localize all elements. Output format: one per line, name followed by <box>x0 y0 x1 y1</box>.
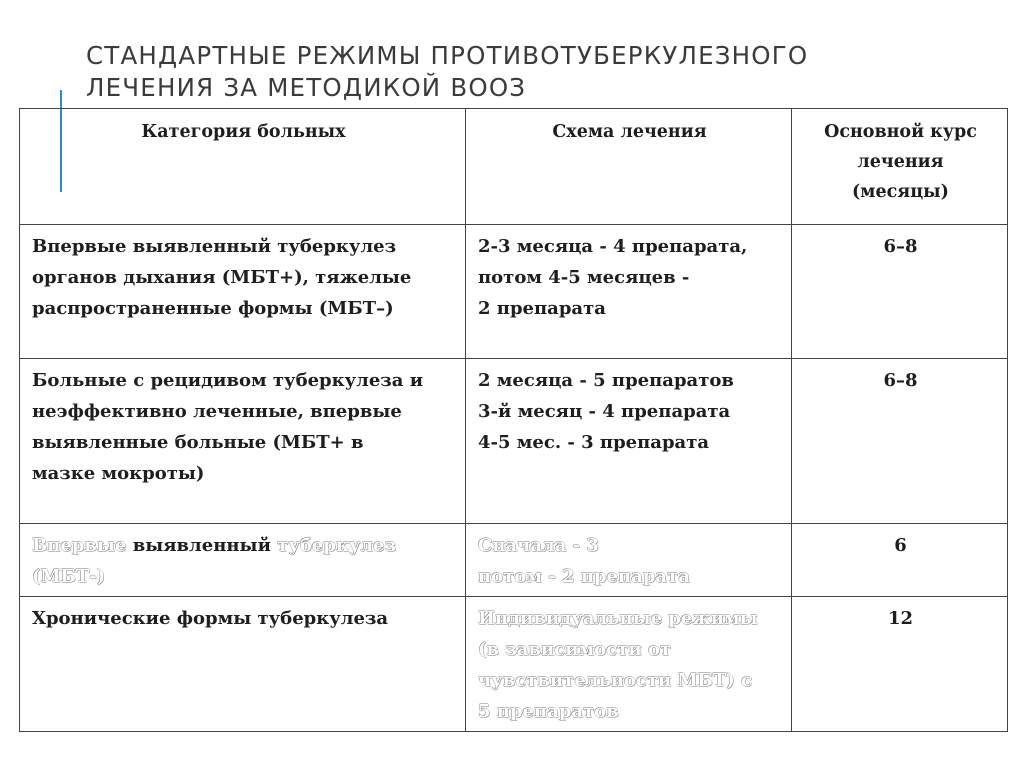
text-line: неэффективно леченные, впервые <box>32 401 402 422</box>
table-header-row <box>20 109 1008 225</box>
text-line: Хронические формы туберкулеза <box>32 608 389 629</box>
title-line-2: ЛЕЧЕНИЯ ЗА МЕТОДИКОЙ ВООЗ <box>86 73 527 102</box>
text-line <box>32 530 455 561</box>
text-line: органов дыхания (МБТ+), тяжелые <box>32 267 412 288</box>
cell-category <box>20 359 466 524</box>
text-line: Больные с рецидивом туберкулеза и <box>32 370 424 391</box>
text-line: 3-й месяц - 4 препарата <box>478 401 731 422</box>
cell-scheme <box>466 225 792 359</box>
header-course-line: лечения <box>857 152 944 172</box>
table-row <box>20 597 1008 732</box>
text-line: потом - 2 препарата <box>478 566 690 587</box>
text-line: мазке мокроты) <box>32 463 205 484</box>
cell-scheme <box>466 597 792 732</box>
treatment-regimens-table <box>19 108 1008 732</box>
text-fragment: Впервые <box>32 535 133 556</box>
table-row <box>20 524 1008 597</box>
text-line: чувствительности МБТ) с <box>478 670 753 691</box>
header-course-line: Основной курс <box>824 122 977 142</box>
table-row <box>20 225 1008 359</box>
cell-category <box>20 524 466 597</box>
text-line: выявленные больные (МБТ+ в <box>32 432 364 453</box>
text-line: 2 препарата <box>478 298 606 319</box>
text-line: потом 4-5 месяцев - <box>478 267 690 288</box>
text-line: 4-5 мес. - 3 препарата <box>478 432 710 453</box>
cell-scheme <box>466 524 792 597</box>
text-line: распространенные формы (МБТ–) <box>32 298 394 319</box>
cell-course: 6 <box>792 524 1008 597</box>
cell-course: 6–8 <box>792 225 1008 359</box>
cell-scheme <box>466 359 792 524</box>
header-category: Категория больных <box>20 109 466 225</box>
title-line-1: СТАНДАРТНЫЕ РЕЖИМЫ ПРОТИВОТУБЕРКУЛЕЗНОГО <box>86 41 809 70</box>
text-line: Сначала - 3 <box>478 535 599 556</box>
text-line: 5 препаратов <box>478 701 619 722</box>
cell-category <box>20 597 466 732</box>
text-line: Впервые выявленный туберкулез <box>32 236 397 257</box>
header-course-line: (месяцы) <box>852 182 949 202</box>
cell-course: 12 <box>792 597 1008 732</box>
cell-category <box>20 225 466 359</box>
cell-course: 6–8 <box>792 359 1008 524</box>
header-course <box>792 109 1008 225</box>
text-fragment: туберкулез <box>270 535 397 556</box>
text-line: 2-3 месяца - 4 препарата, <box>478 236 748 257</box>
text-line: (МБТ-) <box>32 566 106 587</box>
text-line: Индивидуальные режимы <box>478 608 758 629</box>
text-fragment: выявленный <box>132 535 271 556</box>
table-row <box>20 359 1008 524</box>
header-scheme: Схема лечения <box>466 109 792 225</box>
text-line: 2 месяца - 5 препаратов <box>478 370 734 391</box>
text-line: (в зависимости от <box>478 639 672 660</box>
page-title <box>86 40 986 104</box>
